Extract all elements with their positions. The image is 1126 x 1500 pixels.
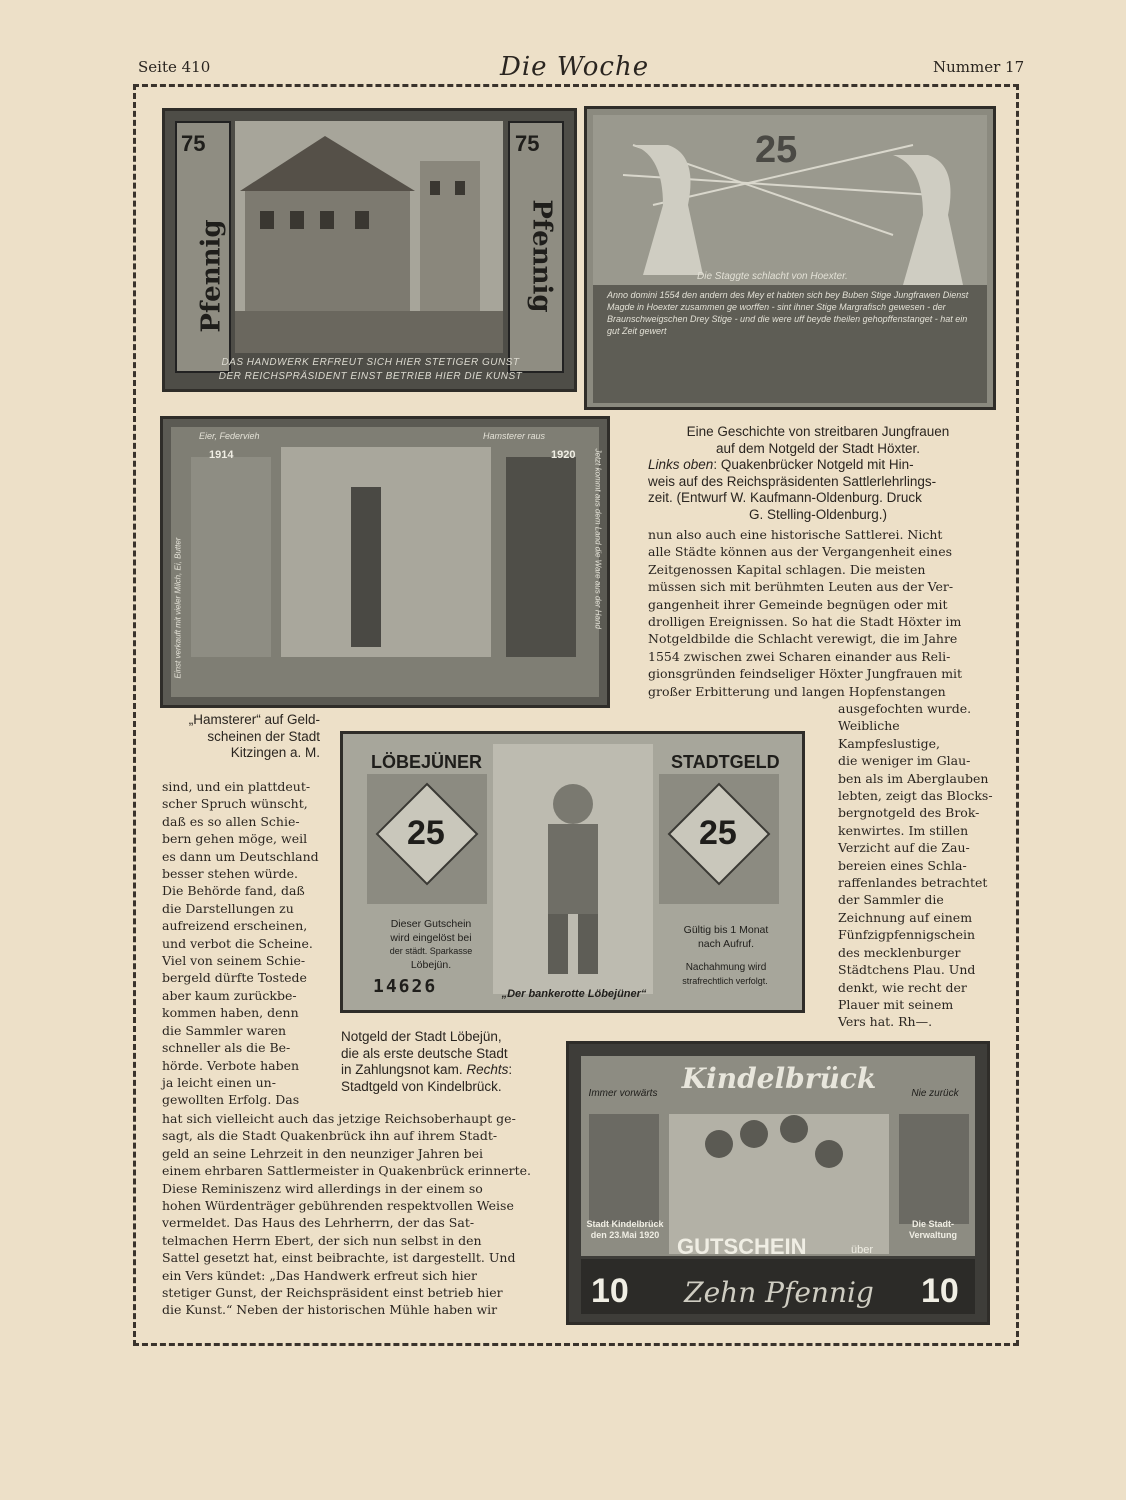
text-line: Städtchens Plau. Und [838,962,976,978]
text-line: bergnotgeld des Brok- [838,805,980,821]
text-line: einem ehrbaren Sattlermeister in Quakenbrück erinnerte. [162,1163,532,1179]
hoexter-notgeld-image [584,106,996,410]
text-line: die Sammler waren [162,1022,287,1038]
text-line: scher Spruch wünscht, [162,796,308,812]
text-line: die Darstellungen zu [162,900,294,916]
note-value-left: 75 [181,131,206,156]
text-line: gangenheit ihrer Gemeinde begnügen oder mit [648,596,948,612]
note-value-right: 75 [515,131,540,156]
text-line: hat sich vielleicht auch das jetzige Reichsoberhaupt ge- [162,1111,516,1126]
text-line: besser stehen würde. [162,866,298,882]
text-line: Viel von seinem Schie- [162,953,306,969]
loebejuen-title-left: LÖBEJÜNER [371,752,483,772]
body-text-right-narrow [838,700,994,1031]
text-line: sind, und ein plattdeut- [162,779,311,794]
text-line: Fünfzigpfennigschein [838,927,976,943]
text-line: daß es so allen Schie- [162,813,300,829]
text-line: sagt, als die Stadt Quakenbrück ihn auf ihrem Stadt- [162,1128,498,1144]
loebejuen-bottom-label: „Der bankerotte Löbejüner“ [501,988,647,1000]
text-line: bergeld dürfte Tostede [162,970,307,986]
text-line: kommen haben, denn [162,1005,299,1021]
masthead: Die Woche [500,52,650,82]
text-line: der Sammler die [838,892,944,908]
loebejuen-note-right-3: Nachahmung wird [685,962,767,973]
caption-line: G. Stelling-Oldenburg.) [748,506,888,522]
kindelbrueck-left-motto: Immer vorwärts [588,1088,658,1099]
text-line: telmachen Herrn Ebert, der sich nun selbst in den [162,1232,482,1248]
kitzingen-top-right: Hamsterer raus [483,431,546,441]
text-line: ausgefochten wurde. [838,701,972,716]
kitzingen-side-right: Jetzt kommt aus dem Land die Ware aus der Hand [593,448,603,629]
text-line: geld an seine Lehrzeit in den neunziger Jahren bei [162,1145,484,1161]
page-number-left: Seite 410 [138,58,211,76]
body-text-left-wide [162,1110,546,1319]
loebejuen-note-left-3: der städt. Sparkasse [389,946,473,956]
text-line: hörde. Verbote haben [162,1057,300,1073]
text-line: aber kaum zurückbe- [162,987,297,1003]
kindelbrueck-notgeld-image [566,1041,990,1325]
text-line: hohen Würdenträger gebührenden respektvollen Weise [162,1198,514,1214]
text-line: Diese Reminiszenz wird allerdings in der einem so [162,1180,483,1196]
caption-loebejuen [341,1029,551,1095]
loebejuen-value-left: 25 [407,814,445,852]
caption-line: Stadtgeld von Kindelbrück. [341,1078,502,1094]
text-line: Zeitgenossen Kapital schlagen. Die meisten [648,561,926,577]
loebejuen-note-left-2: wird eingelöst bei [390,932,472,944]
kindelbrueck-value-left: 10 [591,1272,629,1310]
caption-line: die als erste deutsche Stadt [341,1045,508,1061]
loebejuen-note-left-1: Dieser Gutschein [390,918,472,930]
text-line: Zeichnung auf einem [838,909,973,925]
kitzingen-side-left: Einst verkauft mit vieler Milch, Ei, Butter [173,537,183,679]
kindelbrueck-value-right: 10 [921,1272,959,1310]
text-line: ben als im Aberglauben [838,770,989,786]
text-line: gewollten Erfolg. Das [162,1092,300,1108]
hoexter-caption-text: Anno domini 1554 den andern des Mey et habten sich bey Buben Stige Jungfrawen Dienst Magde in Hoexter zusammen ge worffen - sint ihner Stige Margrafisch gewesen - der Braunschweigschen Drey Stige - und die were uff beyde theilen gehopffenstanget - hat ein gut Zeit gewert [607,290,969,336]
note-side-right: Pfennig [526,199,557,313]
note-side-left: Pfennig [196,219,227,333]
kindelbrueck-gutschein: GUTSCHEIN [677,1234,807,1259]
text-line: bern gehen möge, weil [162,831,308,847]
text-line: Die Behörde fand, daß [162,883,305,899]
text-line: des mecklenburger [838,944,961,960]
loebejuen-note-right-4: strafrechtlich verfolgt. [682,976,768,986]
caption-label: Rechts [466,1062,509,1077]
kitzingen-notgeld-image [160,416,610,708]
hamsterer-illustration [171,427,599,697]
text-line: ein Vers kündet: „Das Handwerk erfreut sich hier [162,1267,477,1283]
text-line: und verbot die Scheine. [162,935,313,951]
loebejuen-note-right-2: nach Aufruf. [697,938,755,950]
kitzingen-year-left: 1914 [209,449,234,461]
text-line: Plauer mit seinem [838,996,954,1012]
kindelbrueck-left-block: Stadt Kindelbrück den 23.Mai 1920 [586,1219,664,1240]
text-line: es dann um Deutschland [162,848,319,864]
caption-line: „Hamsterer“ auf Geld- [188,712,320,727]
loebejuen-note-left-4: Löbejün. [410,959,452,971]
caption-line: in Zahlungsnot kam. Rechts: [341,1062,513,1077]
page-number-right: Nummer 17 [933,58,1025,76]
text-line: Vers hat. Rh—. [838,1014,933,1030]
loebejuen-notgeld-image [340,731,805,1013]
caption-line: Notgeld der Stadt Löbejün, [341,1029,502,1044]
text-line: großer Erbitterung und langen Hopfenstangen [648,683,946,699]
kindelbrueck-right-motto: Nie zurück [911,1088,959,1099]
text-line: aufreizend erscheinen, [162,918,308,934]
text-line: alle Städte können aus der Vergangenheit eines [648,544,953,560]
kindelbrueck-right-block: Die Stadt-Verwaltung [908,1219,957,1240]
loebejuen-serial: 14626 [373,976,438,997]
text-line: drolligen Ereignissen. So hat die Stadt Höxter im [648,614,962,630]
text-line: denkt, wie recht der [838,979,967,995]
caption-line: weis auf des Reichspräsidenten Sattlerlehrlings- [648,473,937,489]
text-line: lebten, zeigt das Blocks- [838,788,993,804]
text-line: Notgeldbilde die Schlacht verewigt, die im Jahre [648,631,958,647]
hoexter-value: 25 [755,129,798,171]
caption-line: Kitzingen a. M. [230,745,320,760]
kindelbrueck-ueber: über [851,1244,874,1256]
text-line: stetiger Gunst, der Reichspräsident einst betrieb hier [162,1285,503,1301]
caption-line: auf dem Notgeld der Stadt Höxter. [715,440,921,456]
caption-line: Eine Geschichte von streitbaren Jungfrauen [686,424,950,439]
text-line: Sattel gesetzt hat, einst beibrachte, ist dargestellt. Und [162,1250,516,1266]
text-line: 1554 zwischen zwei Scharen einander aus Reli- [648,648,951,664]
banner-line-2: DER REICHSPRÄSIDENT EINST BETRIEB HIER DIE KUNST [218,371,523,382]
text-line: schneller als die Be- [162,1040,291,1056]
text-line: bereien eines Schla- [838,857,967,873]
kindelbrueck-title: Kindelbrück [681,1062,877,1095]
banner-line-1: DAS HANDWERK ERFREUT SICH HIER STETIGER GUNST [221,357,520,368]
body-text-right-column [648,526,993,700]
text-line: nun also auch eine historische Sattlerei. Nicht [648,527,943,542]
quakenbrueck-notgeld-image [162,108,577,392]
text-line: vermeldet. Das Haus des Lehrherrn, der das Sat- [162,1215,475,1231]
street-scene-illustration [235,121,503,353]
loebejuen-note-right-1: Gültig bis 1 Monat [683,924,769,936]
text-line: kenwirtes. Im stillen [838,822,969,838]
text-line: ja leicht einen un- [162,1074,276,1090]
text-line: müssen sich mit berühmten Leuten aus der Ver- [648,579,954,595]
kitzingen-top-left: Eier, Federvieh [199,431,260,441]
loebejuen-title-right: STADTGELD [671,752,780,772]
caption-line: zeit. (Entwurf W. Kaufmann-Oldenburg. Druck [648,490,922,505]
caption-label: Links oben [648,457,714,472]
body-text-left-narrow [162,778,322,1109]
kitzingen-year-right: 1920 [551,449,576,461]
text-line: Verzicht auf die Zau- [838,840,970,856]
caption-line: scheinen der Stadt [207,728,320,744]
text-line: Weibliche Kampfeslustige, [838,718,940,751]
hoexter-caption-title: Die Staggte schlacht von Hoexter. [697,271,848,282]
caption-line: Links oben: Quakenbrücker Notgeld mit Hin- [648,457,914,472]
text-line: gionsgründen feindseliger Höxter Jungfrauen mit [648,666,963,682]
loebejuen-value-right: 25 [699,814,737,852]
text-line: die weniger im Glau- [838,753,971,769]
text-line: die Kunst.“ Neben der historischen Mühle haben wir [162,1302,498,1318]
caption-hoexter-links-oben [648,424,988,523]
kindelbrueck-amount-text: Zehn Pfennig [684,1276,874,1309]
caption-hamsterer [160,712,320,762]
text-line: raffenlandes betrachtet [838,875,988,891]
